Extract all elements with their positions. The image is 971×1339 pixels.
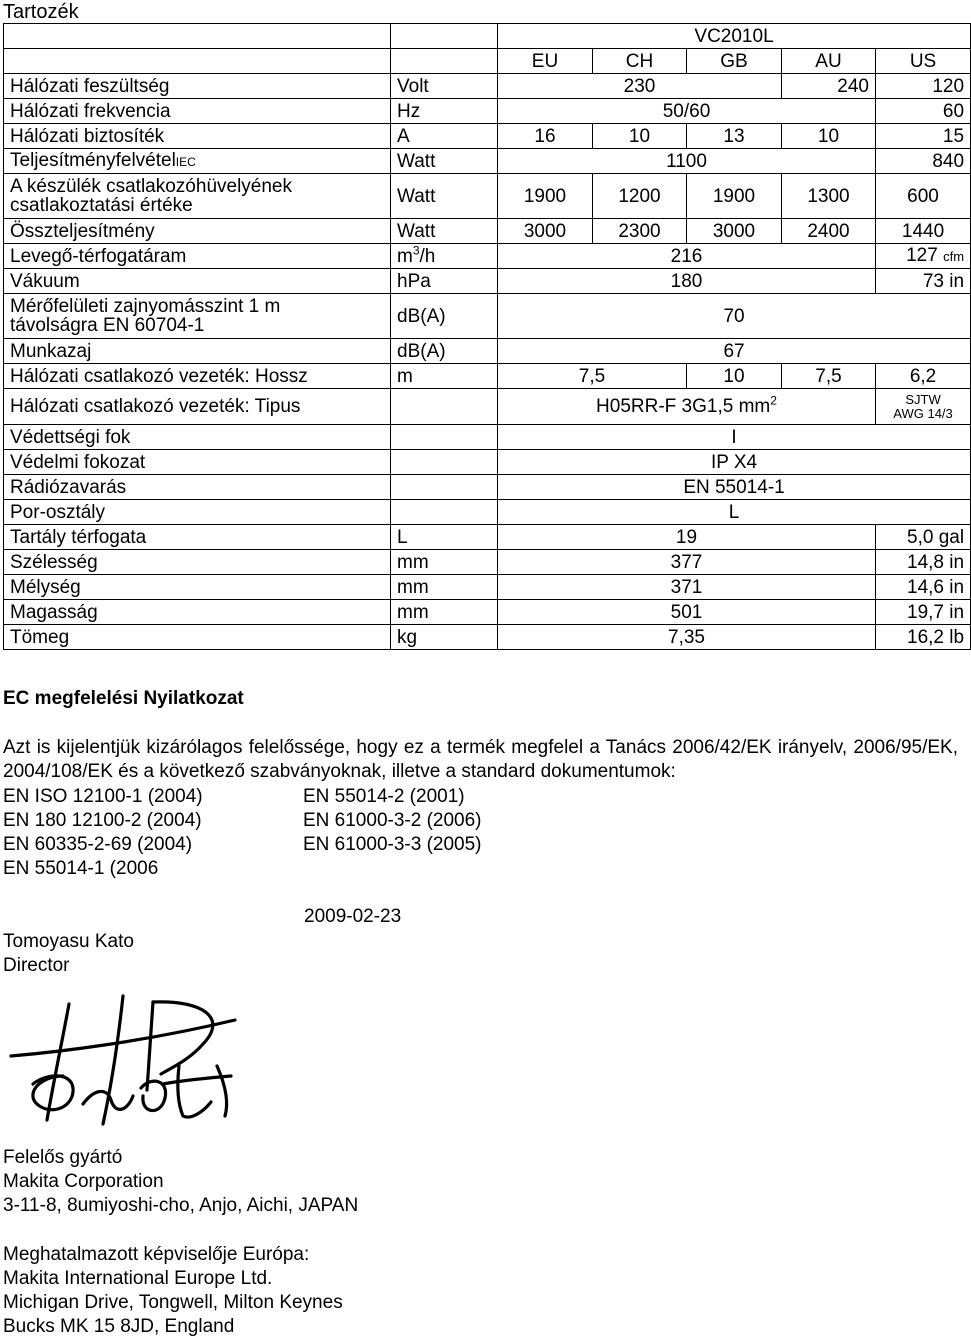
table-row <box>4 425 971 450</box>
region-eu: EU <box>498 49 593 74</box>
cell-value: IP X4 <box>498 450 971 475</box>
row-unit <box>391 450 498 475</box>
row-unit: Watt <box>391 149 498 174</box>
region-gb: GB <box>687 49 782 74</box>
cell-value: 16,2 lb <box>876 625 971 650</box>
cell-value: 840 <box>876 149 971 174</box>
row-unit: hPa <box>391 269 498 294</box>
table-row <box>4 500 971 525</box>
standard-item: EN 60335-2-69 (2004) <box>3 834 193 855</box>
table-row <box>4 149 971 174</box>
row-unit: mm <box>391 575 498 600</box>
row-unit <box>391 389 498 425</box>
cell-value: 10 <box>687 364 782 389</box>
cell-value: 120 <box>876 74 971 99</box>
cell-value: 2400 <box>782 219 876 244</box>
table-row <box>4 294 971 339</box>
table-row <box>4 450 971 475</box>
cell-value: 377 <box>498 550 876 575</box>
standard-item: EN ISO 12100-1 (2004) <box>3 786 203 807</box>
cell-value: 10 <box>593 124 687 149</box>
standards-column-left <box>3 785 303 881</box>
table-row <box>4 575 971 600</box>
region-ch: CH <box>593 49 687 74</box>
row-label: Hálózati biztosíték <box>4 124 391 149</box>
row-unit: kg <box>391 625 498 650</box>
cell-value: 240 <box>782 74 876 99</box>
table-row <box>4 124 971 149</box>
standard-item: EN 55014-2 (2001) <box>303 786 465 807</box>
standard-item: EN 180 12100-2 (2004) <box>3 810 202 831</box>
cell-value: 6,2 <box>876 364 971 389</box>
row-unit <box>391 500 498 525</box>
cell-value: 7,35 <box>498 625 876 650</box>
cell-value: 50/60 <box>498 99 876 124</box>
table-row <box>4 550 971 575</box>
signature-icon <box>3 992 248 1127</box>
spec-table <box>3 23 971 650</box>
row-unit <box>391 475 498 500</box>
cell-value: 1300 <box>782 174 876 219</box>
cell-value: 127 cfm <box>876 244 971 269</box>
standards-column-right <box>303 785 482 857</box>
row-unit <box>391 425 498 450</box>
row-unit: L <box>391 525 498 550</box>
standard-item: EN 61000-3-2 (2006) <box>303 810 482 831</box>
table-row <box>4 244 971 269</box>
cell-value: 7,5 <box>498 364 687 389</box>
representative-heading: Meghatalmazott képviselője Európa: <box>3 1244 310 1265</box>
table-row <box>4 74 971 99</box>
cell-value: L <box>498 500 971 525</box>
row-unit: mm <box>391 550 498 575</box>
table-row <box>4 219 971 244</box>
cell-value: 7,5 <box>782 364 876 389</box>
cell-value: 1900 <box>498 174 593 219</box>
row-label: Hálózati frekvencia <box>4 99 391 124</box>
row-label: Tartály térfogata <box>4 525 391 550</box>
table-row <box>4 600 971 625</box>
row-label: Tömeg <box>4 625 391 650</box>
cell-value: 5,0 gal <box>876 525 971 550</box>
row-label: Összteljesítmény <box>4 219 391 244</box>
row-label: Hálózati csatlakozó vezeték: Tipus <box>4 389 391 425</box>
table-row <box>4 389 971 425</box>
ec-declaration-text: Azt is kijelentjük kizárólagos felelőssége, hogy ez a termék megfelel a Tanács 2006/42/EK irányelv, 2006/95/EK, 2004/108/EK és a következő szabványoknak, illetve a standard dokumentumok: <box>3 737 958 782</box>
cell-value: 70 <box>498 294 971 339</box>
declaration-date: 2009-02-23 <box>304 906 402 927</box>
row-label: TeljesítményfelvételIEC <box>4 149 391 174</box>
table-row-regions <box>4 49 971 74</box>
row-unit: Hz <box>391 99 498 124</box>
region-au: AU <box>782 49 876 74</box>
table-row <box>4 269 971 294</box>
row-label: Magasság <box>4 600 391 625</box>
manufacturer-block <box>3 1146 358 1218</box>
cell-value: 73 in <box>876 269 971 294</box>
table-row <box>4 525 971 550</box>
cell-value: H05RR-F 3G1,5 $mm^2$ <box>498 389 876 425</box>
cell-value: 14,6 in <box>876 575 971 600</box>
table-row <box>4 174 971 219</box>
row-unit: Watt <box>391 174 498 219</box>
row-label: Védelmi fokozat <box>4 450 391 475</box>
ec-declaration-title: EC megfelelési Nyilatkozat <box>3 688 244 709</box>
cell-value: 230 <box>498 74 782 99</box>
representative-address-line2: Bucks MK 15 8JD, England <box>3 1316 235 1337</box>
row-label: Mérőfelületi zajnyomásszint 1 m távolságra EN 60704-1 <box>4 294 391 339</box>
row-unit: dB(A) <box>391 339 498 364</box>
cell-value: 216 <box>498 244 876 269</box>
signer-name: Tomoyasu Kato <box>3 931 134 952</box>
cell-value: 1440 <box>876 219 971 244</box>
table-row <box>4 99 971 124</box>
representative-address-line1: Michigan Drive, Tongwell, Milton Keynes <box>3 1292 343 1313</box>
manufacturer-heading: Felelős gyártó <box>3 1147 123 1168</box>
model-name: VC2010L <box>498 24 971 49</box>
table-row-model <box>4 24 971 49</box>
cell-value: 2300 <box>593 219 687 244</box>
row-label: Védettségi fok <box>4 425 391 450</box>
cell-value: 3000 <box>498 219 593 244</box>
row-label: Rádiózavarás <box>4 475 391 500</box>
manufacturer-name: Makita Corporation <box>3 1171 164 1192</box>
row-label: A készülék csatlakozóhüvelyének csatlakoztatási értéke <box>4 174 391 219</box>
cell-value: 501 <box>498 600 876 625</box>
row-label: Mélység <box>4 575 391 600</box>
row-label: Hálózati csatlakozó vezeték: Hossz <box>4 364 391 389</box>
cell-value: 14,8 in <box>876 550 971 575</box>
signer-block <box>3 930 134 978</box>
cell-value: 180 <box>498 269 876 294</box>
row-label: Vákuum <box>4 269 391 294</box>
cell-value: 19,7 in <box>876 600 971 625</box>
row-label: Por-osztály <box>4 500 391 525</box>
row-label: Szélesség <box>4 550 391 575</box>
representative-block <box>3 1243 343 1339</box>
cell-value: I <box>498 425 971 450</box>
cell-value: 371 <box>498 575 876 600</box>
cell-value: SJTW AWG 14/3 <box>876 389 971 425</box>
row-unit: mm <box>391 600 498 625</box>
row-label: Hálózati feszültség <box>4 74 391 99</box>
row-unit: $m^3/h$ <box>391 244 498 269</box>
cell-value: 60 <box>876 99 971 124</box>
row-label: Levegő-térfogatáram <box>4 244 391 269</box>
representative-name: Makita International Europe Ltd. <box>3 1268 273 1289</box>
cell-value: 1200 <box>593 174 687 219</box>
page-title: Tartozék <box>3 1 79 23</box>
region-us: US <box>876 49 971 74</box>
row-unit: Watt <box>391 219 498 244</box>
signer-title: Director <box>3 955 70 976</box>
cell-value: 600 <box>876 174 971 219</box>
standard-item: EN 55014-1 (2006 <box>3 858 159 879</box>
cell-value: 16 <box>498 124 593 149</box>
cell-value: 1900 <box>687 174 782 219</box>
manufacturer-address: 3-11-8, 8umiyoshi-cho, Anjo, Aichi, JAPAN <box>3 1195 359 1216</box>
cell-value: 10 <box>782 124 876 149</box>
cell-value: 13 <box>687 124 782 149</box>
table-row <box>4 364 971 389</box>
table-row <box>4 625 971 650</box>
cell-value: 1100 <box>498 149 876 174</box>
row-unit: Volt <box>391 74 498 99</box>
standard-item: EN 61000-3-3 (2005) <box>303 834 482 855</box>
cell-value: 3000 <box>687 219 782 244</box>
standards-list <box>3 785 482 881</box>
cell-value: 67 <box>498 339 971 364</box>
table-row <box>4 339 971 364</box>
row-unit: A <box>391 124 498 149</box>
row-unit: m <box>391 364 498 389</box>
row-label: Munkazaj <box>4 339 391 364</box>
row-unit: dB(A) <box>391 294 498 339</box>
cell-value: 15 <box>876 124 971 149</box>
table-row <box>4 475 971 500</box>
cell-value: 19 <box>498 525 876 550</box>
cell-value: EN 55014-1 <box>498 475 971 500</box>
